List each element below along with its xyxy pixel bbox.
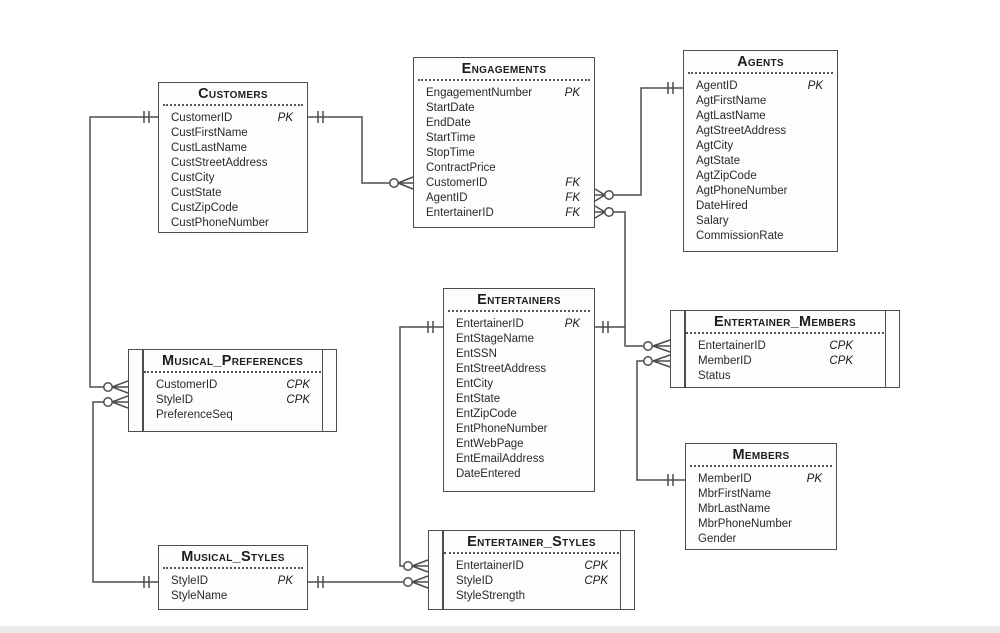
field-row [696, 199, 823, 214]
field-row [426, 146, 580, 161]
crowfoot-icon [398, 177, 413, 189]
field-row [698, 354, 853, 369]
field-row [171, 171, 293, 186]
field-name: AgtPhoneNumber [696, 185, 788, 197]
field-name: EntWebPage [456, 438, 524, 450]
table-entertainer-styles [428, 530, 635, 610]
zero-or-many-icon [404, 578, 412, 586]
zero-or-many-icon [104, 383, 112, 391]
field-row [456, 467, 580, 482]
field-name: EntertainerID [698, 340, 766, 352]
field-name: EntStageName [456, 333, 534, 345]
rel-musical-styles-entertainer-styles [308, 576, 428, 588]
zero-or-many-icon [404, 562, 412, 570]
field-key: PK [277, 575, 293, 587]
field-key: PK [277, 112, 293, 124]
field-row [456, 422, 580, 437]
field-name: EntPhoneNumber [456, 423, 548, 435]
crowfoot-icon [112, 381, 128, 393]
field-name: CustStreetAddress [171, 157, 268, 169]
field-name: MbrPhoneNumber [698, 518, 792, 530]
field-row [156, 378, 310, 393]
field-name: EntStreetAddress [456, 363, 547, 375]
field-name: CustState [171, 187, 222, 199]
field-row [696, 229, 823, 244]
field-name: MbrFirstName [698, 488, 771, 500]
field-name: AgtState [696, 155, 741, 167]
field-row [456, 377, 580, 392]
field-row [426, 176, 580, 191]
field-key: CPK [584, 560, 608, 572]
field-row [696, 184, 823, 199]
field-row [698, 369, 853, 384]
zero-or-many-icon [644, 357, 652, 365]
field-name: AgtFirstName [696, 95, 767, 107]
field-row [456, 332, 580, 347]
field-name: CustomerID [156, 379, 218, 391]
field-name: EngagementNumber [426, 87, 533, 99]
crowfoot-icon [653, 355, 670, 367]
field-name: MbrLastName [698, 503, 771, 515]
field-row [696, 154, 823, 169]
field-row [456, 559, 608, 574]
field-row [698, 502, 822, 517]
field-row [456, 392, 580, 407]
field-name: CustomerID [426, 177, 488, 189]
table-musical-styles [158, 545, 308, 610]
field-row [171, 141, 293, 156]
zero-or-many-icon [390, 179, 398, 187]
field-name: Gender [698, 533, 737, 545]
field-row [696, 109, 823, 124]
field-row [456, 589, 608, 604]
field-row [698, 532, 822, 547]
field-row [171, 574, 293, 589]
zero-or-many-icon [644, 342, 652, 350]
field-name: Status [698, 370, 731, 382]
table-engagements [413, 57, 595, 228]
field-name: CustPhoneNumber [171, 217, 269, 229]
field-name: MemberID [698, 355, 752, 367]
field-name: EntSSN [456, 348, 497, 360]
field-name: AgtCity [696, 140, 734, 152]
field-row [171, 216, 293, 231]
field-row [696, 214, 823, 229]
field-key: FK [565, 177, 580, 189]
table-musical-preferences [128, 349, 337, 432]
table-title: Musical_Styles [181, 549, 285, 565]
field-name: EntertainerID [456, 318, 524, 330]
field-key: CPK [286, 379, 310, 391]
field-row [456, 347, 580, 362]
field-row [696, 139, 823, 154]
field-row [156, 393, 310, 408]
rel-agents-engagements [595, 82, 683, 201]
field-name: AgentID [426, 192, 468, 204]
field-row [426, 101, 580, 116]
table-title: Musical_Preferences [161, 353, 304, 369]
table-title: Entertainer_Styles [467, 534, 596, 550]
field-name: AgentID [696, 80, 738, 92]
crowfoot-icon [595, 206, 605, 218]
field-name: StyleName [171, 590, 228, 602]
field-row [426, 191, 580, 206]
zero-or-many-icon [605, 208, 613, 216]
field-list [429, 554, 634, 604]
field-row [426, 161, 580, 176]
field-name: MemberID [698, 473, 752, 485]
field-row [696, 169, 823, 184]
field-row [456, 574, 608, 589]
field-list [671, 334, 899, 384]
table-agents [683, 50, 838, 252]
table-entertainers [443, 288, 595, 492]
table-title: Entertainers [477, 292, 561, 308]
field-row [171, 156, 293, 171]
field-row [456, 407, 580, 422]
crowfoot-icon [412, 560, 428, 572]
field-row [696, 79, 823, 94]
field-name: CustomerID [171, 112, 233, 124]
field-name: EntertainerID [426, 207, 494, 219]
field-name: DateEntered [456, 468, 521, 480]
field-row [456, 317, 580, 332]
field-list [159, 106, 307, 231]
zero-or-many-icon [104, 398, 112, 406]
crowfoot-icon [112, 396, 128, 408]
field-name: EntertainerID [456, 560, 524, 572]
table-title: Entertainer_Members [714, 314, 856, 330]
field-list [159, 569, 307, 604]
field-name: EntCity [456, 378, 494, 390]
field-name: StartTime [426, 132, 476, 144]
field-name: CustZipCode [171, 202, 239, 214]
field-name: ContractPrice [426, 162, 496, 174]
field-name: StyleID [156, 394, 194, 406]
field-list [129, 373, 336, 423]
field-row [456, 437, 580, 452]
field-row [696, 94, 823, 109]
field-key: PK [564, 318, 580, 330]
table-title: Customers [198, 86, 268, 102]
field-key: FK [565, 207, 580, 219]
field-name: StyleID [171, 575, 209, 587]
field-row [171, 126, 293, 141]
field-row [698, 487, 822, 502]
field-name: EntState [456, 393, 501, 405]
field-list [414, 81, 594, 221]
field-name: Salary [696, 215, 729, 227]
field-row [456, 362, 580, 377]
field-list [684, 74, 837, 244]
field-name: AgtStreetAddress [696, 125, 787, 137]
table-title: Members [732, 447, 790, 463]
crowfoot-icon [653, 340, 670, 352]
field-name: StyleStrength [456, 590, 526, 602]
field-row [171, 186, 293, 201]
field-row [456, 452, 580, 467]
table-entertainer-members [670, 310, 900, 388]
field-row [171, 589, 293, 604]
field-row [698, 339, 853, 354]
field-row [426, 116, 580, 131]
field-name: CustFirstName [171, 127, 248, 139]
field-name: AgtLastName [696, 110, 766, 122]
zero-or-many-icon [605, 191, 613, 199]
field-list [686, 467, 836, 547]
field-name: AgtZipCode [696, 170, 757, 182]
field-row [426, 206, 580, 221]
field-name: StyleID [456, 575, 494, 587]
table-members [685, 443, 837, 550]
field-name: CustCity [171, 172, 215, 184]
field-key: CPK [829, 355, 853, 367]
field-key: PK [807, 80, 823, 92]
table-title: Engagements [461, 61, 547, 77]
field-name: EntZipCode [456, 408, 517, 420]
field-key: CPK [286, 394, 310, 406]
field-name: PreferenceSeq [156, 409, 233, 421]
field-row [698, 517, 822, 532]
rel-customers-engagements [308, 111, 413, 189]
field-row [171, 111, 293, 126]
field-key: CPK [584, 575, 608, 587]
field-row [171, 201, 293, 216]
field-key: PK [806, 473, 822, 485]
crowfoot-icon [595, 189, 605, 201]
field-key: FK [565, 192, 580, 204]
field-key: CPK [829, 340, 853, 352]
field-list [444, 312, 594, 482]
field-name: EntEmailAddress [456, 453, 545, 465]
field-name: DateHired [696, 200, 748, 212]
field-row [698, 472, 822, 487]
field-row [426, 86, 580, 101]
field-row [426, 131, 580, 146]
table-customers [158, 82, 308, 233]
field-row [156, 408, 310, 423]
field-name: CommissionRate [696, 230, 784, 242]
field-key: PK [564, 87, 580, 99]
field-name: StartDate [426, 102, 475, 114]
field-name: CustLastName [171, 142, 248, 154]
field-name: EndDate [426, 117, 471, 129]
rel-entertainers-engagements [595, 206, 670, 352]
scan-artifact-strip [0, 626, 1000, 633]
table-title: Agents [737, 54, 784, 70]
field-name: StopTime [426, 147, 475, 159]
crowfoot-icon [412, 576, 428, 588]
field-row [696, 124, 823, 139]
